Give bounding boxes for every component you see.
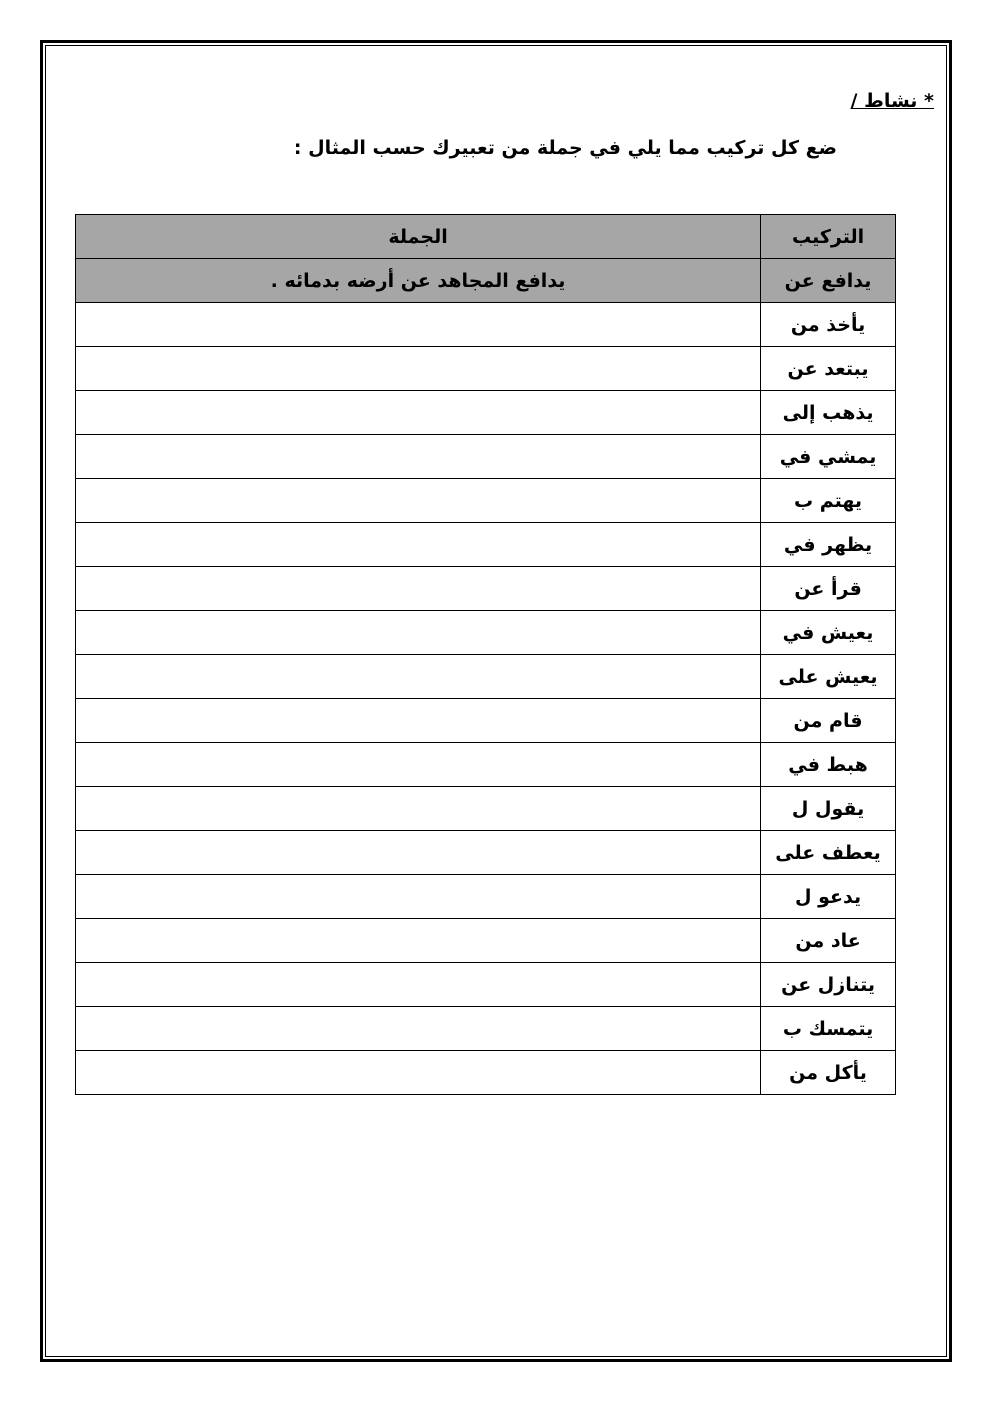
example-phrase: يدافع عن	[761, 259, 896, 303]
table-row	[76, 567, 896, 611]
sentence-answer-cell[interactable]	[76, 699, 761, 743]
header-phrase: التركيب	[761, 215, 896, 259]
sentence-answer-cell[interactable]	[76, 743, 761, 787]
phrase-cell: يتنازل عن	[761, 963, 896, 1007]
activity-heading: * نشاط /	[850, 90, 934, 112]
phrase-cell: يظهر في	[761, 523, 896, 567]
table-row	[76, 831, 896, 875]
table-row	[76, 743, 896, 787]
table-row	[76, 303, 896, 347]
phrase-cell: يبتعد عن	[761, 347, 896, 391]
table-row	[76, 435, 896, 479]
sentence-answer-cell[interactable]	[76, 391, 761, 435]
table-row	[76, 1007, 896, 1051]
phrase-cell: هبط في	[761, 743, 896, 787]
phrase-cell: قام من	[761, 699, 896, 743]
phrase-cell: يأكل من	[761, 1051, 896, 1095]
header-sentence: الجملة	[76, 215, 761, 259]
phrase-cell: يتمسك ب	[761, 1007, 896, 1051]
sentence-answer-cell[interactable]	[76, 567, 761, 611]
phrase-cell: يعيش على	[761, 655, 896, 699]
table-row	[76, 479, 896, 523]
table-header-row	[76, 215, 896, 259]
sentence-answer-cell[interactable]	[76, 875, 761, 919]
phrase-cell: قرأ عن	[761, 567, 896, 611]
sentence-answer-cell[interactable]	[76, 655, 761, 699]
sentence-answer-cell[interactable]	[76, 831, 761, 875]
phrase-cell: يعطف على	[761, 831, 896, 875]
table-row	[76, 655, 896, 699]
sentence-answer-cell[interactable]	[76, 523, 761, 567]
table-row	[76, 787, 896, 831]
table-row	[76, 919, 896, 963]
table-row	[76, 875, 896, 919]
table-row	[76, 347, 896, 391]
sentence-answer-cell[interactable]	[76, 347, 761, 391]
sentence-answer-cell[interactable]	[76, 303, 761, 347]
instruction-text: ضع كل تركيب مما يلي في جملة من تعبيرك حسب المثال :	[293, 137, 837, 159]
sentence-answer-cell[interactable]	[76, 1007, 761, 1051]
table-row	[76, 611, 896, 655]
sentence-answer-cell[interactable]	[76, 787, 761, 831]
phrase-cell: يذهب إلى	[761, 391, 896, 435]
sentence-answer-cell[interactable]	[76, 611, 761, 655]
sentence-answer-cell[interactable]	[76, 919, 761, 963]
phrase-cell: عاد من	[761, 919, 896, 963]
phrase-cell: يأخذ من	[761, 303, 896, 347]
table-row	[76, 523, 896, 567]
example-sentence: يدافع المجاهد عن أرضه بدمائه .	[76, 259, 761, 303]
example-row	[76, 259, 896, 303]
phrase-cell: يعيش في	[761, 611, 896, 655]
table-row	[76, 699, 896, 743]
phrase-cell: يقول ل	[761, 787, 896, 831]
phrase-cell: يهتم ب	[761, 479, 896, 523]
table-row	[76, 1051, 896, 1095]
phrase-cell: يدعو ل	[761, 875, 896, 919]
exercise-table	[75, 214, 896, 1095]
sentence-answer-cell[interactable]	[76, 479, 761, 523]
phrase-cell: يمشي في	[761, 435, 896, 479]
table-row	[76, 391, 896, 435]
sentence-answer-cell[interactable]	[76, 1051, 761, 1095]
sentence-answer-cell[interactable]	[76, 435, 761, 479]
sentence-answer-cell[interactable]	[76, 963, 761, 1007]
table-row	[76, 963, 896, 1007]
